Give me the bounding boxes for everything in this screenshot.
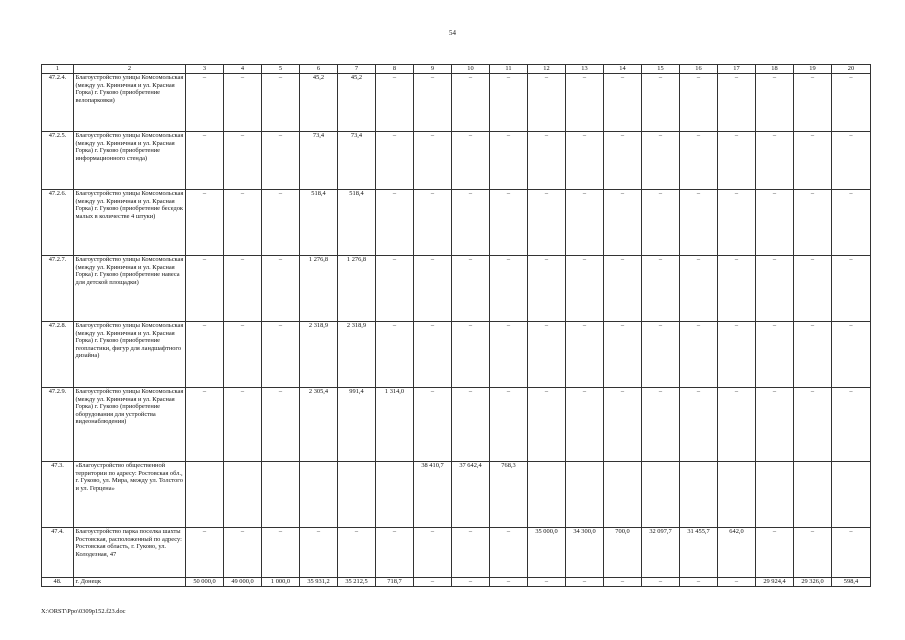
cell-value: –	[414, 74, 452, 132]
cell-value: –	[490, 132, 528, 190]
cell-value: –	[452, 132, 490, 190]
column-number: 3	[186, 65, 224, 74]
cell-value: –	[490, 190, 528, 256]
cell-value: 642,0	[718, 528, 756, 578]
cell-value: –	[794, 388, 832, 462]
cell-value: –	[756, 132, 794, 190]
column-number: 5	[262, 65, 300, 74]
cell-value: –	[186, 190, 224, 256]
row-name: г. Донецк	[74, 578, 186, 587]
cell-value: 38 410,7	[414, 462, 452, 528]
cell-value: 49 000,0	[224, 578, 262, 587]
table-body	[42, 65, 871, 587]
cell-value: –	[528, 190, 566, 256]
cell-value: –	[566, 322, 604, 388]
cell-value: –	[338, 528, 376, 578]
cell-value: –	[642, 256, 680, 322]
cell-value: 718,7	[376, 578, 414, 587]
cell-value: –	[832, 256, 871, 322]
cell-value: 45,2	[300, 74, 338, 132]
column-number: 11	[490, 65, 528, 74]
cell-value: 37 642,4	[452, 462, 490, 528]
cell-value: –	[262, 132, 300, 190]
cell-value	[262, 462, 300, 528]
table-row	[42, 256, 871, 322]
cell-value: –	[604, 322, 642, 388]
cell-value: –	[718, 132, 756, 190]
cell-value: 50 000,0	[186, 578, 224, 587]
cell-value: –	[186, 322, 224, 388]
cell-value: –	[756, 322, 794, 388]
cell-value: –	[452, 578, 490, 587]
cell-value: –	[414, 578, 452, 587]
cell-value: –	[680, 256, 718, 322]
cell-value: –	[566, 132, 604, 190]
cell-value: –	[414, 388, 452, 462]
cell-value: –	[566, 190, 604, 256]
cell-value: 35 931,2	[300, 578, 338, 587]
cell-value: –	[262, 388, 300, 462]
cell-value: 1 276,8	[338, 256, 376, 322]
cell-value: –	[186, 132, 224, 190]
cell-value: –	[300, 528, 338, 578]
table-row	[42, 190, 871, 256]
cell-value: –	[832, 132, 871, 190]
column-number: 15	[642, 65, 680, 74]
cell-value	[794, 462, 832, 528]
cell-value: –	[680, 578, 718, 587]
cell-value: 2 318,9	[300, 322, 338, 388]
cell-value: 73,4	[300, 132, 338, 190]
cell-value: 1 276,8	[300, 256, 338, 322]
cell-value: –	[680, 388, 718, 462]
cell-value: –	[224, 74, 262, 132]
cell-value	[718, 462, 756, 528]
column-number: 9	[414, 65, 452, 74]
cell-value: 73,4	[338, 132, 376, 190]
cell-value: –	[376, 256, 414, 322]
column-number: 18	[756, 65, 794, 74]
cell-value: –	[262, 256, 300, 322]
cell-value: 700,0	[604, 528, 642, 578]
cell-value: –	[528, 74, 566, 132]
cell-value: –	[414, 132, 452, 190]
cell-value: –	[718, 322, 756, 388]
column-number: 1	[42, 65, 74, 74]
cell-value: –	[604, 74, 642, 132]
cell-value: 1 314,0	[376, 388, 414, 462]
row-name: Благоустройство парка поселка шахты Ростовская, расположенный по адресу: Ростовская область, г. Гуково, ул. Колодезная, 47	[74, 528, 186, 578]
column-number: 6	[300, 65, 338, 74]
cell-value: –	[680, 322, 718, 388]
cell-value: –	[604, 388, 642, 462]
file-path: X:\ORST\Ppo\0309p152.f23.doc	[41, 608, 126, 615]
row-number: 47.4.	[42, 528, 74, 578]
table-row	[42, 462, 871, 528]
cell-value: –	[224, 388, 262, 462]
cell-value: –	[224, 256, 262, 322]
cell-value: –	[832, 528, 871, 578]
page-number: 54	[449, 29, 456, 37]
cell-value: 768,3	[490, 462, 528, 528]
cell-value: –	[794, 132, 832, 190]
cell-value: –	[794, 256, 832, 322]
row-number: 48.	[42, 578, 74, 587]
cell-value: 29 326,0	[794, 578, 832, 587]
cell-value: –	[566, 388, 604, 462]
cell-value: –	[642, 578, 680, 587]
column-number: 14	[604, 65, 642, 74]
cell-value: –	[756, 388, 794, 462]
cell-value: –	[528, 132, 566, 190]
row-name: Благоустройство улицы Комсомольская (между ул. Криничная и ул. Красная Горка) г. Гуково (приобретение велопарковки)	[74, 74, 186, 132]
cell-value: –	[262, 528, 300, 578]
cell-value	[566, 462, 604, 528]
row-name: Благоустройство улицы Комсомольская (между ул. Криничная и ул. Красная Горка) г. Гуково (приобретение геопластики, фигур для ландшафтного дизайна)	[74, 322, 186, 388]
cell-value: 29 924,4	[756, 578, 794, 587]
cell-value: –	[186, 256, 224, 322]
cell-value: –	[490, 578, 528, 587]
cell-value	[642, 462, 680, 528]
cell-value: –	[794, 322, 832, 388]
cell-value: –	[794, 190, 832, 256]
column-number: 2	[74, 65, 186, 74]
cell-value	[224, 462, 262, 528]
cell-value: –	[224, 190, 262, 256]
cell-value: –	[224, 322, 262, 388]
cell-value: –	[642, 74, 680, 132]
column-number: 20	[832, 65, 871, 74]
cell-value: –	[224, 132, 262, 190]
cell-value: 45,2	[338, 74, 376, 132]
cell-value: –	[414, 322, 452, 388]
cell-value: –	[224, 528, 262, 578]
column-number: 17	[718, 65, 756, 74]
row-number: 47.2.6.	[42, 190, 74, 256]
cell-value: –	[642, 388, 680, 462]
cell-value: –	[832, 74, 871, 132]
cell-value: 35 212,5	[338, 578, 376, 587]
cell-value	[300, 462, 338, 528]
cell-value	[604, 462, 642, 528]
cell-value: –	[832, 322, 871, 388]
cell-value: –	[490, 74, 528, 132]
table-row	[42, 74, 871, 132]
cell-value: –	[528, 578, 566, 587]
column-number: 19	[794, 65, 832, 74]
cell-value: –	[756, 528, 794, 578]
row-number: 47.2.4.	[42, 74, 74, 132]
column-number: 8	[376, 65, 414, 74]
cell-value: 35 000,0	[528, 528, 566, 578]
cell-value: –	[452, 388, 490, 462]
cell-value: –	[604, 190, 642, 256]
cell-value: –	[262, 322, 300, 388]
cell-value: –	[452, 528, 490, 578]
cell-value: 518,4	[300, 190, 338, 256]
cell-value: 598,4	[832, 578, 871, 587]
table-row	[42, 528, 871, 578]
cell-value: –	[414, 190, 452, 256]
cell-value: –	[452, 322, 490, 388]
column-number: 10	[452, 65, 490, 74]
cell-value: –	[718, 388, 756, 462]
cell-value: –	[376, 132, 414, 190]
cell-value: –	[756, 256, 794, 322]
cell-value: 991,4	[338, 388, 376, 462]
cell-value: –	[528, 256, 566, 322]
row-name: «Благоустройство общественной территории по адресу: Ростовская обл., г. Гуково, ул. Мира, между ул. Толстого и ул. Герцена»	[74, 462, 186, 528]
cell-value: –	[490, 322, 528, 388]
row-name: Благоустройство улицы Комсомольская (между ул. Криничная и ул. Красная Горка) г. Гуково (приобретение оборудования для устройства видеонаблюдения)	[74, 388, 186, 462]
cell-value: –	[794, 528, 832, 578]
cell-value: –	[566, 74, 604, 132]
row-name: Благоустройство улицы Комсомольская (между ул. Криничная и ул. Красная Горка) г. Гуково (приобретение беседок малых в количестве 4 штуки)	[74, 190, 186, 256]
column-number: 13	[566, 65, 604, 74]
cell-value: –	[566, 256, 604, 322]
row-number: 47.2.5.	[42, 132, 74, 190]
cell-value: –	[490, 388, 528, 462]
cell-value: 34 300,0	[566, 528, 604, 578]
cell-value: –	[718, 190, 756, 256]
cell-value: –	[642, 322, 680, 388]
cell-value	[186, 462, 224, 528]
cell-value: 32 097,7	[642, 528, 680, 578]
cell-value: –	[262, 190, 300, 256]
column-number: 7	[338, 65, 376, 74]
cell-value: 1 000,0	[262, 578, 300, 587]
column-number: 16	[680, 65, 718, 74]
column-number: 12	[528, 65, 566, 74]
cell-value: –	[452, 190, 490, 256]
table-row	[42, 322, 871, 388]
table-row	[42, 132, 871, 190]
cell-value: –	[794, 74, 832, 132]
cell-value: –	[604, 132, 642, 190]
column-number-row	[42, 65, 871, 74]
cell-value: –	[414, 528, 452, 578]
budget-table	[41, 64, 871, 587]
cell-value: –	[604, 256, 642, 322]
row-number: 47.2.7.	[42, 256, 74, 322]
cell-value: –	[566, 578, 604, 587]
cell-value: –	[642, 132, 680, 190]
cell-value: –	[832, 190, 871, 256]
column-number: 4	[224, 65, 262, 74]
row-number: 47.2.9.	[42, 388, 74, 462]
cell-value	[756, 462, 794, 528]
cell-value: –	[376, 528, 414, 578]
cell-value: 2 318,9	[338, 322, 376, 388]
cell-value: –	[186, 388, 224, 462]
cell-value: –	[642, 190, 680, 256]
cell-value	[832, 462, 871, 528]
cell-value: –	[376, 322, 414, 388]
cell-value: –	[186, 528, 224, 578]
cell-value	[528, 462, 566, 528]
row-name: Благоустройство улицы Комсомольская (между ул. Криничная и ул. Красная Горка) г. Гуково (приобретение навеса для детской площадки)	[74, 256, 186, 322]
cell-value: –	[376, 190, 414, 256]
cell-value: –	[490, 256, 528, 322]
cell-value: 31 455,7	[680, 528, 718, 578]
cell-value: –	[604, 578, 642, 587]
cell-value: –	[414, 256, 452, 322]
cell-value: –	[718, 578, 756, 587]
cell-value: –	[680, 132, 718, 190]
cell-value: –	[718, 74, 756, 132]
cell-value: –	[186, 74, 224, 132]
cell-value	[376, 462, 414, 528]
cell-value: –	[490, 528, 528, 578]
cell-value: 2 305,4	[300, 388, 338, 462]
cell-value: –	[376, 74, 414, 132]
row-number: 47.3.	[42, 462, 74, 528]
table-row	[42, 578, 871, 587]
row-name: Благоустройство улицы Комсомольская (между ул. Криничная и ул. Красная Горка) г. Гуково (приобретение информационного стенда)	[74, 132, 186, 190]
cell-value	[680, 462, 718, 528]
cell-value: –	[262, 74, 300, 132]
cell-value: –	[680, 74, 718, 132]
cell-value: –	[452, 74, 490, 132]
row-number: 47.2.8.	[42, 322, 74, 388]
cell-value	[338, 462, 376, 528]
cell-value: –	[680, 190, 718, 256]
cell-value: 518,4	[338, 190, 376, 256]
cell-value: –	[452, 256, 490, 322]
cell-value: –	[756, 190, 794, 256]
cell-value: –	[832, 388, 871, 462]
cell-value: –	[528, 388, 566, 462]
cell-value: –	[756, 74, 794, 132]
cell-value: –	[528, 322, 566, 388]
cell-value: –	[718, 256, 756, 322]
table-row	[42, 388, 871, 462]
